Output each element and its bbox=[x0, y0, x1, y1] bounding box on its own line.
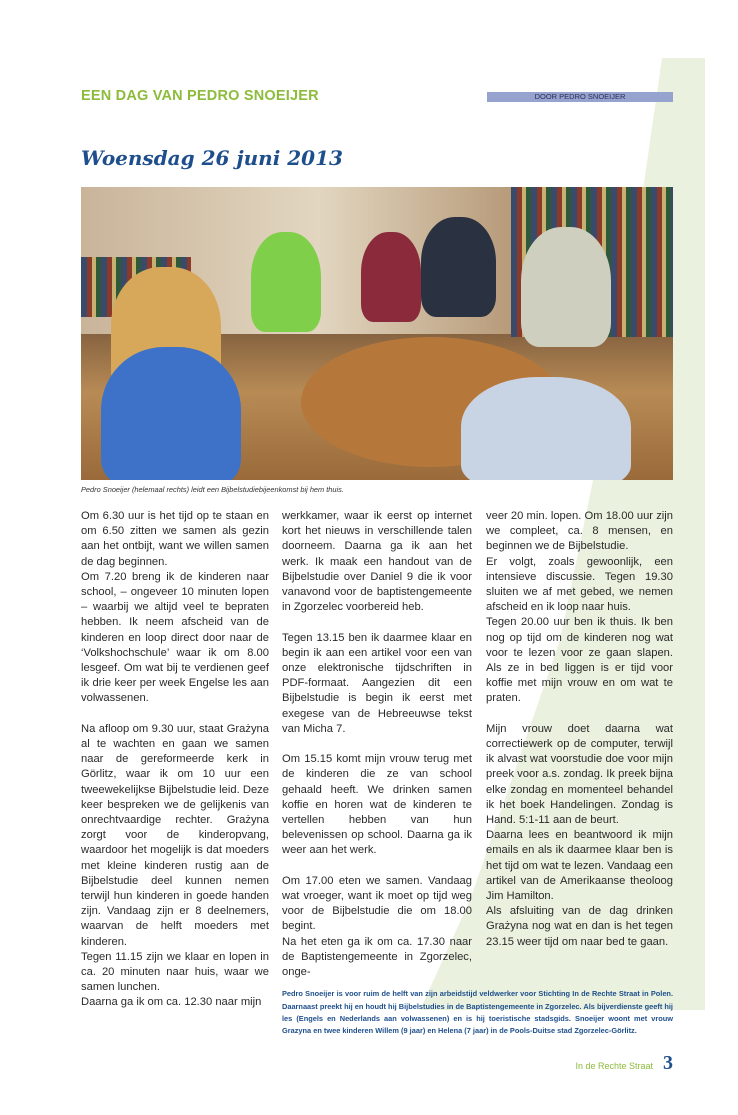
article-column-3 bbox=[486, 509, 673, 950]
page-number: 3 bbox=[663, 1051, 673, 1074]
paragraph: Als afsluiting van de dag drinken Grażyna nog wat en dan is het tegen 23.15 weer tijd om naar bed te gaan. bbox=[486, 905, 673, 948]
byline-bar: DOOR PEDRO SNOEIJER bbox=[487, 92, 673, 102]
photo-person bbox=[521, 227, 611, 347]
photo-caption: Pedro Snoeijer (helemaal rechts) leidt een Bijbelstudiebijeenkomst bij hem thuis. bbox=[81, 485, 344, 494]
photo-person bbox=[101, 347, 241, 480]
paragraph: Daarna ga ik om ca. 12.30 naar mijn bbox=[81, 996, 262, 1009]
paragraph: Na het eten ga ik om ca. 17.30 naar de Baptistengemeente in Zgorzelec, onge- bbox=[282, 935, 472, 979]
paragraph: veer 20 min. lopen. Om 18.00 uur zijn we compleet, ca. 8 mensen, en beginnen we de Bijbelstudie. bbox=[486, 510, 673, 553]
paragraph: Om 15.15 komt mijn vrouw terug met de kinderen die ze van school gehaald heeft. We drinken samen koffie en horen wat de kinderen te vertellen hebben van hun belevenissen op school. Daarna ga ik weer aan het werk. bbox=[282, 753, 472, 857]
paragraph: Daarna lees en beantwoord ik mijn emails en als ik daarmee klaar ben is het tijd om wat te lezen. Vandaag een artikel van de Amerikaanse theoloog Jim Hamilton. bbox=[486, 829, 673, 903]
paragraph: Er volgt, zoals gewoonlijk, een intensieve discussie. Tegen 19.30 sluiten we af met gebed, we nemen afscheid en ik loop naar huis. bbox=[486, 555, 673, 614]
page-footer bbox=[282, 1052, 673, 1075]
paragraph: Mijn vrouw doet daarna wat correctiewerk op de computer, terwijl ik alvast wat voorstudie doe voor mijn preek voor a.s. zondag. Ik preek bijna elke zondag en momenteel behandel ik het boek Handelingen. Zondag is Hand. 5:1-11 aan de beurt. bbox=[486, 722, 673, 827]
paragraph: Om 7.20 breng ik de kinderen naar school, – ongeveer 10 minuten lopen – waarbij we altijd veel te bepraten hebben. Ik neem afscheid van de kinderen en loop direct door naar de ‘Volkshochschule’ waar ik om 8.00 lesgeef. Om wat bij te verdienen geef ik drie keer per week Engelse les aan volwassenen. bbox=[81, 570, 269, 705]
photo-person bbox=[461, 377, 631, 480]
paragraph: Om 6.30 uur is het tijd op te staan en om 6.50 zitten we samen als gezin aan het ontbijt, want we willen samen de dag beginnen. bbox=[81, 510, 269, 568]
author-bio: Pedro Snoeijer is voor ruim de helft van zijn arbeidstijd veldwerker voor Stichting In de Rechte Straat in Polen. Daarnaast preekt hij en houdt hij Bijbelstudies in de Baptistengemeente in Zgorzelec. Als bijverdienste geeft hij les (Engels en Nederlands aan volwassenen) en is hij toeristische stadsgids. Snoeijer woont met vrouw Grazyna en twee kinderen Willem (9 jaar) en Helena (7 jaar) in de Pools-Duitse stad Zgorzelec-Görlitz. bbox=[282, 989, 673, 1036]
photo-person bbox=[361, 232, 421, 322]
paragraph: Tegen 13.15 ben ik daarmee klaar en begin ik aan een artikel voor een van onze elektronische tijdschriften in PDF-formaat. Aangezien dit een Bijbelstudie is begin ik eerst met exegese van de Hebreeuwse tekst van Micha 7. bbox=[282, 631, 472, 735]
article-column-2 bbox=[282, 509, 472, 980]
paragraph: Na afloop om 9.30 uur, staat Grażyna al te wachten en gaan we samen naar de gereformeerde kerk in Görlitz, waar ik om 10 uur een tweewekelijkse Bijbelstudie leid. Deze keer bespreken we de gelijkenis van onrechtvaardige rechter. Grażyna zorgt voor de kinderopvang, waardoor het mogelijk is dat moeders met kleine kinderen rustig aan de Bijbelstudie deel kunnen nemen terwijl hun kinderen in goede handen zijn. Vandaag zijn er 8 deelnemers, waarvan de helft moeders met kinderen. bbox=[81, 722, 269, 948]
paragraph: Tegen 20.00 uur ben ik thuis. Ik ben nog op tijd om de kinderen nog wat voor te lezen voor ze gaan slapen. Als ze in bed liggen is er tijd voor koffie met mijn vrouw en om wat te praten. bbox=[486, 616, 673, 705]
magazine-name-footer: In de Rechte Straat bbox=[575, 1060, 653, 1071]
paragraph: Tegen 11.15 zijn we klaar en lopen in ca. 20 minuten naar huis, waar we samen lunchen. bbox=[81, 950, 269, 994]
section-kicker: EEN DAG VAN PEDRO SNOEIJER bbox=[81, 88, 319, 104]
photo-person bbox=[251, 232, 321, 332]
right-article-area bbox=[282, 509, 673, 1115]
paragraph: werkkamer, waar ik eerst op internet kort het nieuws in verschillende talen doorneem. Daarna ga ik aan het werk. Ik maak een handout van de Bijbelstudie over Daniel 9 die ik voor vanavond voor de baptistengemeente in Zgorzelec voorbereid heb. bbox=[282, 510, 472, 614]
paragraph: Om 17.00 eten we samen. Vandaag wat vroeger, want ik moet op tijd weg voor de Bijbelstudie die om 18.00 begint. bbox=[282, 874, 472, 933]
article-column-1 bbox=[81, 509, 269, 1011]
article-columns-2-3 bbox=[282, 509, 673, 980]
article-photo bbox=[81, 187, 673, 480]
article-title-date: Woensdag 26 juni 2013 bbox=[81, 146, 343, 170]
photo-person bbox=[421, 217, 496, 317]
